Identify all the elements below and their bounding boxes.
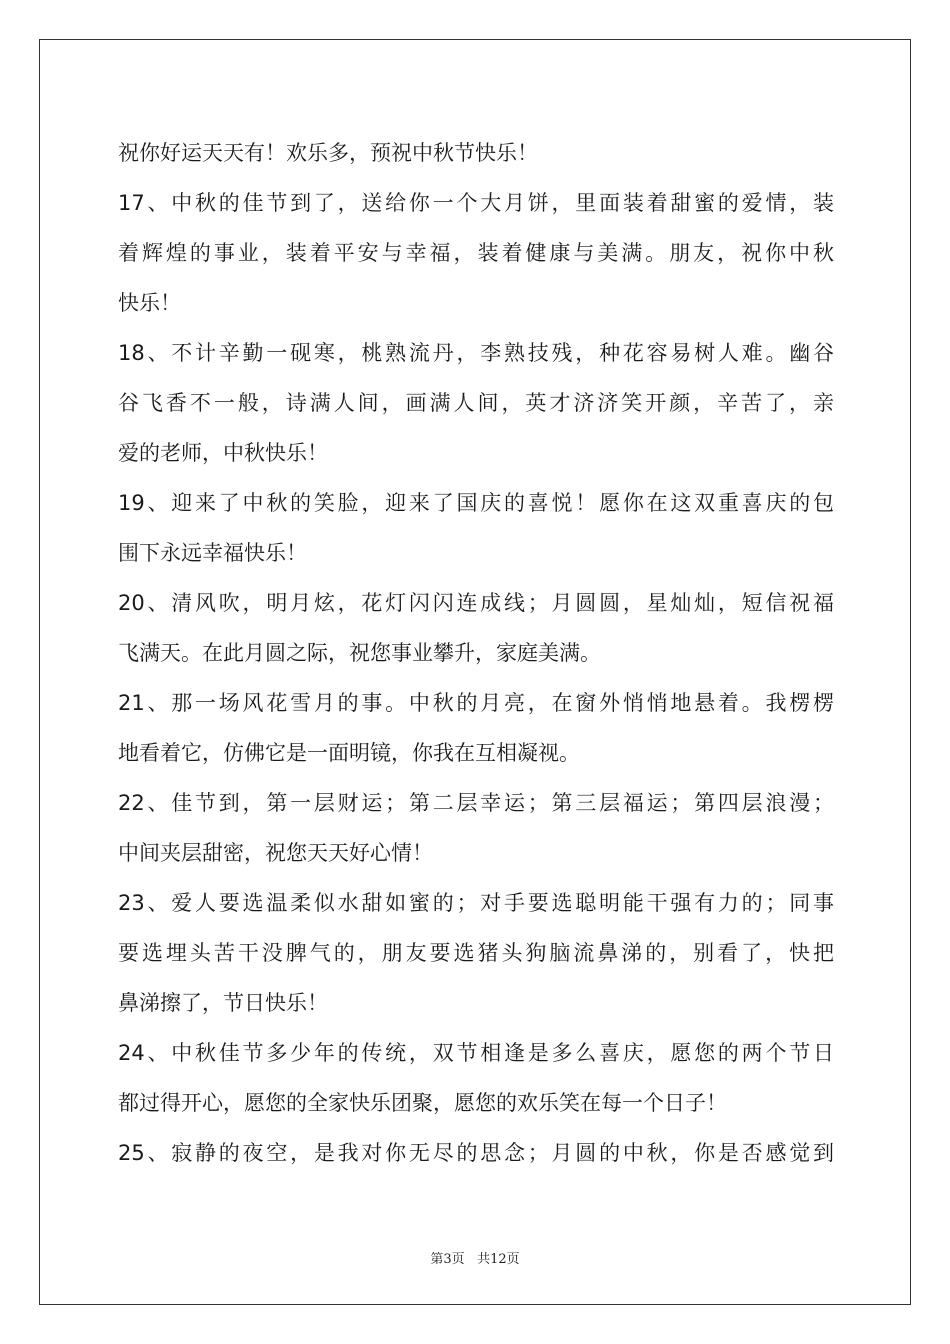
text-line: 中间夹层甜密，祝您天天好心情！ bbox=[118, 841, 433, 865]
text-line: 快乐！ bbox=[118, 291, 181, 315]
text-line: 鼻涕擦了，节日快乐！ bbox=[118, 991, 328, 1015]
page-footer bbox=[0, 1248, 950, 1267]
text-line: 飞满天。在此月圆之际，祝您事业攀升，家庭美满。 bbox=[118, 641, 601, 665]
text-line: 17、中秋的佳节到了，送给你一个大月饼，里面装着甜蜜的爱情，装 bbox=[118, 191, 834, 215]
text-line: 谷飞香不一般，诗满人间，画满人间，英才济济笑开颜，辛苦了，亲 bbox=[118, 391, 834, 415]
text-line: 爱的老师，中秋快乐！ bbox=[118, 441, 328, 465]
text-line: 要选埋头苦干没脾气的，朋友要选猪头狗脑流鼻涕的，别看了，快把 bbox=[118, 941, 834, 965]
text-line: 20、清风吹，明月炫，花灯闪闪连成线；月圆圆，星灿灿，短信祝福 bbox=[118, 591, 834, 615]
text-line: 围下永远幸福快乐！ bbox=[118, 541, 307, 565]
text-line: 25、寂静的夜空，是我对你无尽的思念；月圆的中秋，你是否感觉到 bbox=[118, 1141, 834, 1165]
text-line: 着辉煌的事业，装着平安与幸福，装着健康与美满。朋友，祝你中秋 bbox=[118, 241, 834, 265]
text-line: 地看着它，仿佛它是一面明镜，你我在互相凝视。 bbox=[118, 741, 580, 765]
text-line: 祝你好运天天有！欢乐多，预祝中秋节快乐！ bbox=[118, 141, 538, 165]
text-line: 21、那一场风花雪月的事。中秋的月亮，在窗外悄悄地悬着。我楞楞 bbox=[118, 691, 834, 715]
text-line: 18、不计辛勤一砚寒，桃熟流丹，李熟技残，种花容易树人难。幽谷 bbox=[118, 341, 834, 365]
text-line: 22、佳节到，第一层财运；第二层幸运；第三层福运；第四层浪漫； bbox=[118, 791, 834, 815]
text-line: 23、爱人要选温柔似水甜如蜜的；对手要选聪明能干强有力的；同事 bbox=[118, 891, 834, 915]
text-line: 19、迎来了中秋的笑脸，迎来了国庆的喜悦！愿你在这双重喜庆的包 bbox=[118, 491, 834, 515]
page-total: 共12页 bbox=[477, 1252, 520, 1267]
page-number: 第3页 bbox=[430, 1252, 465, 1267]
text-line: 24、中秋佳节多少年的传统，双节相逢是多么喜庆，愿您的两个节日 bbox=[118, 1041, 834, 1065]
text-line: 都过得开心，愿您的全家快乐团聚，愿您的欢乐笑在每一个日子！ bbox=[118, 1091, 727, 1115]
document-body bbox=[118, 128, 834, 1178]
